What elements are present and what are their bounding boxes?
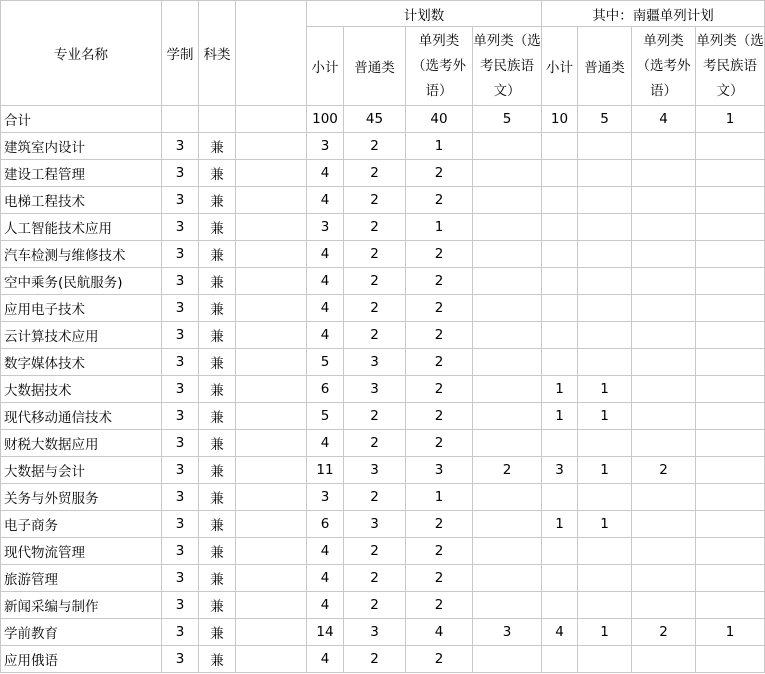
total-subtotal-cell: 3: [307, 214, 344, 241]
blank-cell: [236, 403, 307, 430]
south-single-ethnic-cell: [696, 187, 765, 214]
major-name-cell: 新闻采编与制作: [1, 592, 162, 619]
years-cell: 3: [162, 187, 199, 214]
south-regular-cell: [578, 241, 632, 268]
blank-cell: [236, 430, 307, 457]
total-single-ethnic-cell: [473, 133, 542, 160]
south-single-ethnic-cell: 1: [696, 619, 765, 646]
category-cell: 兼: [199, 376, 236, 403]
header-south-single-ethnic: 单列类（选考民族语文）: [696, 27, 765, 106]
total-single-ethnic-cell: [473, 403, 542, 430]
blank-cell: [236, 349, 307, 376]
years-cell: 3: [162, 646, 199, 673]
category-cell: 兼: [199, 430, 236, 457]
table-row: [1, 241, 765, 268]
south-subtotal-cell: 10: [542, 106, 578, 133]
south-subtotal-cell: [542, 160, 578, 187]
south-subtotal-cell: [542, 565, 578, 592]
blank-cell: [236, 160, 307, 187]
blank-cell: [236, 646, 307, 673]
total-subtotal-cell: 6: [307, 376, 344, 403]
south-subtotal-cell: [542, 214, 578, 241]
south-regular-cell: [578, 160, 632, 187]
total-single-foreign-cell: 2: [406, 241, 473, 268]
total-single-ethnic-cell: [473, 538, 542, 565]
total-regular-cell: 2: [344, 295, 406, 322]
south-single-ethnic-cell: [696, 241, 765, 268]
years-cell: 3: [162, 376, 199, 403]
south-single-foreign-cell: [632, 403, 696, 430]
south-single-foreign-cell: [632, 565, 696, 592]
total-single-foreign-cell: 2: [406, 511, 473, 538]
south-regular-cell: [578, 295, 632, 322]
total-single-foreign-cell: 2: [406, 349, 473, 376]
total-subtotal-cell: 3: [307, 484, 344, 511]
table-row: [1, 268, 765, 295]
blank-cell: [236, 619, 307, 646]
years-cell: 3: [162, 457, 199, 484]
total-single-ethnic-cell: [473, 376, 542, 403]
category-cell: 兼: [199, 295, 236, 322]
south-single-foreign-cell: [632, 349, 696, 376]
total-regular-cell: 2: [344, 403, 406, 430]
years-cell: 3: [162, 160, 199, 187]
blank-cell: [236, 484, 307, 511]
category-cell: 兼: [199, 484, 236, 511]
total-single-foreign-cell: 2: [406, 376, 473, 403]
years-cell: 3: [162, 349, 199, 376]
category-cell: 兼: [199, 457, 236, 484]
table-row: [1, 457, 765, 484]
south-single-ethnic-cell: [696, 133, 765, 160]
major-name-cell: 电梯工程技术: [1, 187, 162, 214]
south-regular-cell: [578, 538, 632, 565]
south-single-ethnic-cell: [696, 430, 765, 457]
blank-cell: [236, 187, 307, 214]
total-single-ethnic-cell: [473, 268, 542, 295]
category-cell: 兼: [199, 322, 236, 349]
table-row: [1, 538, 765, 565]
total-single-ethnic-cell: [473, 214, 542, 241]
total-single-ethnic-cell: [473, 646, 542, 673]
total-single-ethnic-cell: [473, 565, 542, 592]
total-regular-cell: 2: [344, 565, 406, 592]
header-row-top: [1, 1, 765, 27]
south-subtotal-cell: 3: [542, 457, 578, 484]
south-single-ethnic-cell: [696, 349, 765, 376]
south-single-foreign-cell: [632, 295, 696, 322]
header-single-ethnic: 单列类（选考民族语文）: [473, 27, 542, 106]
category-cell: 兼: [199, 349, 236, 376]
total-single-foreign-cell: 2: [406, 160, 473, 187]
major-name-cell: 大数据与会计: [1, 457, 162, 484]
south-single-foreign-cell: [632, 376, 696, 403]
major-name-cell: 云计算技术应用: [1, 322, 162, 349]
blank-cell: [236, 241, 307, 268]
south-subtotal-cell: 1: [542, 403, 578, 430]
major-name-cell: 学前教育: [1, 619, 162, 646]
total-regular-cell: 3: [344, 457, 406, 484]
south-single-foreign-cell: [632, 214, 696, 241]
major-name-cell: 汽车检测与维修技术: [1, 241, 162, 268]
total-subtotal-cell: 5: [307, 349, 344, 376]
south-single-ethnic-cell: [696, 511, 765, 538]
major-name-cell: 数字媒体技术: [1, 349, 162, 376]
total-regular-cell: 2: [344, 214, 406, 241]
header-years: 学制: [162, 1, 199, 106]
table-row: [1, 619, 765, 646]
major-name-cell: 电子商务: [1, 511, 162, 538]
major-name-cell: 空中乘务(民航服务): [1, 268, 162, 295]
header-subtotal: 小计: [307, 27, 344, 106]
south-single-foreign-cell: [632, 484, 696, 511]
total-single-foreign-cell: 2: [406, 322, 473, 349]
years-cell: 3: [162, 268, 199, 295]
blank-cell: [236, 322, 307, 349]
category-cell: 兼: [199, 241, 236, 268]
table-row: [1, 187, 765, 214]
south-subtotal-cell: [542, 484, 578, 511]
header-south-subtotal: 小计: [542, 27, 578, 106]
south-subtotal-cell: 1: [542, 511, 578, 538]
total-subtotal-cell: 3: [307, 133, 344, 160]
south-single-foreign-cell: [632, 160, 696, 187]
south-subtotal-cell: [542, 322, 578, 349]
total-subtotal-cell: 4: [307, 430, 344, 457]
total-single-ethnic-cell: [473, 241, 542, 268]
total-regular-cell: 2: [344, 133, 406, 160]
total-regular-cell: 2: [344, 592, 406, 619]
total-single-ethnic-cell: [473, 430, 542, 457]
south-single-ethnic-cell: [696, 214, 765, 241]
south-single-ethnic-cell: [696, 484, 765, 511]
table-row: [1, 430, 765, 457]
table-row: [1, 349, 765, 376]
south-regular-cell: [578, 592, 632, 619]
total-subtotal-cell: 5: [307, 403, 344, 430]
years-cell: 3: [162, 295, 199, 322]
south-regular-cell: [578, 565, 632, 592]
total-regular-cell: 3: [344, 511, 406, 538]
blank-cell: [236, 592, 307, 619]
header-category: 科类: [199, 1, 236, 106]
table-row: [1, 484, 765, 511]
category-cell: 兼: [199, 160, 236, 187]
south-subtotal-cell: [542, 538, 578, 565]
total-single-foreign-cell: 2: [406, 646, 473, 673]
table-row: [1, 646, 765, 673]
total-single-foreign-cell: 2: [406, 268, 473, 295]
total-subtotal-cell: 14: [307, 619, 344, 646]
south-single-ethnic-cell: [696, 376, 765, 403]
total-regular-cell: 2: [344, 430, 406, 457]
table-row: [1, 160, 765, 187]
header-plan-total: 计划数: [307, 1, 542, 27]
south-regular-cell: 1: [578, 457, 632, 484]
years-cell: 3: [162, 241, 199, 268]
total-subtotal-cell: 4: [307, 565, 344, 592]
south-regular-cell: 1: [578, 403, 632, 430]
south-single-foreign-cell: 2: [632, 457, 696, 484]
category-cell: [199, 106, 236, 133]
south-single-ethnic-cell: [696, 295, 765, 322]
south-single-foreign-cell: [632, 646, 696, 673]
blank-cell: [236, 376, 307, 403]
table-row: [1, 133, 765, 160]
major-name-cell: 旅游管理: [1, 565, 162, 592]
south-regular-cell: [578, 349, 632, 376]
category-cell: 兼: [199, 619, 236, 646]
south-subtotal-cell: [542, 592, 578, 619]
total-single-ethnic-cell: 2: [473, 457, 542, 484]
south-single-ethnic-cell: [696, 592, 765, 619]
total-subtotal-cell: 4: [307, 160, 344, 187]
south-regular-cell: [578, 187, 632, 214]
total-subtotal-cell: 4: [307, 322, 344, 349]
south-single-foreign-cell: 2: [632, 619, 696, 646]
total-single-ethnic-cell: 5: [473, 106, 542, 133]
south-single-ethnic-cell: [696, 538, 765, 565]
total-regular-cell: 2: [344, 241, 406, 268]
total-single-ethnic-cell: [473, 187, 542, 214]
south-single-foreign-cell: [632, 322, 696, 349]
south-single-ethnic-cell: [696, 457, 765, 484]
table-row: [1, 376, 765, 403]
total-regular-cell: 2: [344, 187, 406, 214]
category-cell: 兼: [199, 214, 236, 241]
category-cell: 兼: [199, 133, 236, 160]
total-subtotal-cell: 100: [307, 106, 344, 133]
total-regular-cell: 2: [344, 646, 406, 673]
major-name-cell: 合计: [1, 106, 162, 133]
category-cell: 兼: [199, 268, 236, 295]
total-subtotal-cell: 6: [307, 511, 344, 538]
south-regular-cell: 1: [578, 511, 632, 538]
major-name-cell: 财税大数据应用: [1, 430, 162, 457]
major-name-cell: 应用俄语: [1, 646, 162, 673]
header-single-foreign: 单列类（选考外语）: [406, 27, 473, 106]
total-single-ethnic-cell: [473, 322, 542, 349]
blank-cell: [236, 511, 307, 538]
category-cell: 兼: [199, 187, 236, 214]
total-regular-cell: 3: [344, 376, 406, 403]
total-single-ethnic-cell: [473, 511, 542, 538]
major-name-cell: 现代移动通信技术: [1, 403, 162, 430]
south-single-foreign-cell: [632, 187, 696, 214]
total-single-ethnic-cell: [473, 484, 542, 511]
years-cell: 3: [162, 133, 199, 160]
south-single-foreign-cell: [632, 538, 696, 565]
south-single-foreign-cell: [632, 241, 696, 268]
years-cell: [162, 106, 199, 133]
total-single-foreign-cell: 1: [406, 214, 473, 241]
south-subtotal-cell: 1: [542, 376, 578, 403]
table-row-total: [1, 106, 765, 133]
major-name-cell: 现代物流管理: [1, 538, 162, 565]
south-single-foreign-cell: [632, 133, 696, 160]
south-single-ethnic-cell: [696, 268, 765, 295]
header-blank: [236, 1, 307, 106]
total-regular-cell: 2: [344, 268, 406, 295]
south-single-ethnic-cell: [696, 646, 765, 673]
major-name-cell: 建设工程管理: [1, 160, 162, 187]
table-row: [1, 511, 765, 538]
years-cell: 3: [162, 322, 199, 349]
total-single-foreign-cell: 2: [406, 565, 473, 592]
total-single-foreign-cell: 2: [406, 295, 473, 322]
table-row: [1, 322, 765, 349]
table-row: [1, 295, 765, 322]
south-single-foreign-cell: [632, 511, 696, 538]
total-single-ethnic-cell: [473, 349, 542, 376]
category-cell: 兼: [199, 511, 236, 538]
years-cell: 3: [162, 511, 199, 538]
south-regular-cell: [578, 133, 632, 160]
total-single-foreign-cell: 1: [406, 133, 473, 160]
category-cell: 兼: [199, 565, 236, 592]
total-regular-cell: 2: [344, 484, 406, 511]
total-single-ethnic-cell: [473, 295, 542, 322]
table-row: [1, 214, 765, 241]
years-cell: 3: [162, 484, 199, 511]
south-regular-cell: [578, 322, 632, 349]
years-cell: 3: [162, 565, 199, 592]
south-single-ethnic-cell: 1: [696, 106, 765, 133]
south-single-ethnic-cell: [696, 322, 765, 349]
total-regular-cell: 2: [344, 322, 406, 349]
years-cell: 3: [162, 403, 199, 430]
south-subtotal-cell: [542, 349, 578, 376]
south-single-foreign-cell: [632, 592, 696, 619]
years-cell: 3: [162, 538, 199, 565]
total-single-foreign-cell: 2: [406, 403, 473, 430]
category-cell: 兼: [199, 592, 236, 619]
header-south-plan: 其中：南疆单列计划: [542, 1, 765, 27]
major-name-cell: 关务与外贸服务: [1, 484, 162, 511]
total-single-ethnic-cell: 3: [473, 619, 542, 646]
south-subtotal-cell: [542, 268, 578, 295]
total-single-foreign-cell: 4: [406, 619, 473, 646]
blank-cell: [236, 538, 307, 565]
blank-cell: [236, 295, 307, 322]
years-cell: 3: [162, 592, 199, 619]
total-subtotal-cell: 4: [307, 646, 344, 673]
table-row: [1, 403, 765, 430]
total-regular-cell: 3: [344, 349, 406, 376]
blank-cell: [236, 106, 307, 133]
south-single-ethnic-cell: [696, 565, 765, 592]
major-name-cell: 应用电子技术: [1, 295, 162, 322]
total-regular-cell: 3: [344, 619, 406, 646]
header-south-single-foreign: 单列类（选考外语）: [632, 27, 696, 106]
south-regular-cell: [578, 214, 632, 241]
south-regular-cell: [578, 484, 632, 511]
years-cell: 3: [162, 214, 199, 241]
table-row: [1, 565, 765, 592]
total-subtotal-cell: 4: [307, 295, 344, 322]
major-name-cell: 大数据技术: [1, 376, 162, 403]
total-single-foreign-cell: 40: [406, 106, 473, 133]
category-cell: 兼: [199, 403, 236, 430]
total-single-foreign-cell: 2: [406, 430, 473, 457]
south-single-foreign-cell: 4: [632, 106, 696, 133]
total-regular-cell: 45: [344, 106, 406, 133]
south-regular-cell: [578, 268, 632, 295]
south-regular-cell: 1: [578, 376, 632, 403]
total-subtotal-cell: 4: [307, 538, 344, 565]
total-single-ethnic-cell: [473, 592, 542, 619]
south-subtotal-cell: [542, 646, 578, 673]
total-subtotal-cell: 4: [307, 592, 344, 619]
category-cell: 兼: [199, 646, 236, 673]
south-single-foreign-cell: [632, 268, 696, 295]
total-subtotal-cell: 4: [307, 187, 344, 214]
total-subtotal-cell: 4: [307, 241, 344, 268]
total-subtotal-cell: 11: [307, 457, 344, 484]
south-subtotal-cell: [542, 241, 578, 268]
south-subtotal-cell: [542, 133, 578, 160]
category-cell: 兼: [199, 538, 236, 565]
total-single-foreign-cell: 1: [406, 484, 473, 511]
total-single-foreign-cell: 3: [406, 457, 473, 484]
table-row: [1, 592, 765, 619]
total-single-ethnic-cell: [473, 160, 542, 187]
south-regular-cell: 1: [578, 619, 632, 646]
blank-cell: [236, 565, 307, 592]
total-single-foreign-cell: 2: [406, 592, 473, 619]
blank-cell: [236, 268, 307, 295]
south-regular-cell: 5: [578, 106, 632, 133]
total-regular-cell: 2: [344, 538, 406, 565]
south-subtotal-cell: [542, 430, 578, 457]
total-single-foreign-cell: 2: [406, 187, 473, 214]
major-name-cell: 建筑室内设计: [1, 133, 162, 160]
years-cell: 3: [162, 619, 199, 646]
major-name-cell: 人工智能技术应用: [1, 214, 162, 241]
south-regular-cell: [578, 430, 632, 457]
south-single-foreign-cell: [632, 430, 696, 457]
blank-cell: [236, 133, 307, 160]
blank-cell: [236, 457, 307, 484]
header-regular: 普通类: [344, 27, 406, 106]
total-regular-cell: 2: [344, 160, 406, 187]
header-major: 专业名称: [1, 1, 162, 106]
years-cell: 3: [162, 430, 199, 457]
south-regular-cell: [578, 646, 632, 673]
south-single-ethnic-cell: [696, 403, 765, 430]
total-single-foreign-cell: 2: [406, 538, 473, 565]
south-subtotal-cell: 4: [542, 619, 578, 646]
south-single-ethnic-cell: [696, 160, 765, 187]
header-south-regular: 普通类: [578, 27, 632, 106]
south-subtotal-cell: [542, 187, 578, 214]
blank-cell: [236, 214, 307, 241]
total-subtotal-cell: 4: [307, 268, 344, 295]
south-subtotal-cell: [542, 295, 578, 322]
